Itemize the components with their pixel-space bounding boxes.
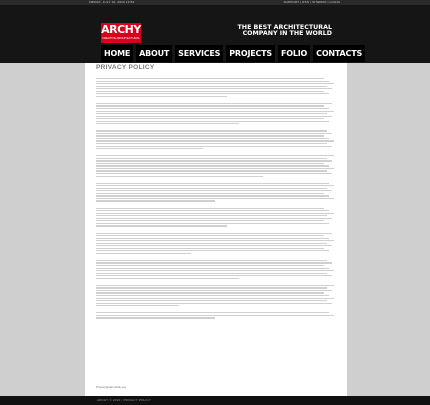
text-line (96, 305, 179, 306)
text-line (96, 225, 227, 226)
text-line (96, 123, 239, 124)
text-line (96, 235, 324, 236)
top-bar-links[interactable]: SUPPORT | RSS | SITEMAP | LOGIN (283, 0, 340, 4)
slogan-line-1: THE BEST ARCHITECTURAL (237, 24, 332, 31)
slogan-line-2: COMPANY IN THE WORLD (242, 30, 332, 38)
nav-contacts[interactable]: CONTACTS (313, 45, 365, 62)
text-line (96, 223, 329, 224)
text-line (96, 158, 327, 159)
nav-home[interactable]: HOME (101, 45, 133, 62)
text-line (96, 188, 327, 189)
text-line (96, 170, 327, 171)
policy-paragraph (96, 78, 334, 97)
text-line (96, 208, 324, 209)
footer-copyright: ARCHY © 2010 | PRIVACY POLICY (97, 398, 151, 402)
text-line (96, 287, 327, 288)
text-line (96, 250, 329, 251)
text-line (96, 210, 329, 211)
text-line (96, 268, 329, 269)
text-line (96, 215, 327, 216)
text-line (96, 292, 324, 293)
text-line (96, 118, 324, 119)
text-line (96, 168, 334, 169)
text-line (96, 198, 334, 199)
header-slogan (238, 25, 333, 38)
text-line (96, 83, 334, 84)
text-line (96, 312, 329, 313)
text-line (96, 303, 332, 304)
text-line (96, 240, 334, 241)
text-line (96, 135, 324, 136)
text-line (96, 105, 324, 106)
text-line (96, 185, 334, 186)
text-line (96, 290, 332, 291)
text-line (96, 243, 327, 244)
nav-about[interactable]: ABOUT (136, 45, 172, 62)
text-line (96, 273, 327, 274)
text-line (96, 183, 329, 184)
policy-paragraph (96, 312, 334, 318)
policy-paragraph (96, 103, 334, 124)
text-line (96, 248, 324, 249)
text-line (96, 148, 203, 149)
text-line (96, 88, 332, 89)
text-line (96, 195, 329, 196)
text-line (96, 275, 332, 276)
nav-services[interactable]: SERVICES (175, 45, 223, 62)
text-line (96, 213, 334, 214)
policy-text (96, 78, 334, 319)
nav-folio[interactable]: FOLIO (278, 45, 310, 62)
text-line (96, 245, 332, 246)
main-content (96, 64, 334, 320)
logo[interactable] (101, 23, 141, 43)
text-line (96, 260, 327, 261)
policy-paragraph (96, 233, 334, 254)
text-line (96, 176, 263, 177)
text-line (96, 96, 227, 97)
text-line (96, 78, 324, 79)
contact-email[interactable]: Privacy@demolink.org (96, 385, 127, 389)
text-line (96, 300, 327, 301)
main-nav (101, 45, 365, 62)
text-line (96, 93, 329, 94)
text-line (96, 146, 332, 147)
nav-projects[interactable]: PROJECTS (226, 45, 275, 62)
text-line (96, 111, 334, 112)
text-line (96, 193, 324, 194)
text-line (96, 108, 329, 109)
text-line (96, 138, 329, 139)
text-line (96, 143, 327, 144)
policy-paragraph (96, 285, 334, 306)
text-line (96, 173, 332, 174)
text-line (96, 233, 332, 234)
policy-paragraph (96, 183, 334, 202)
text-line (96, 315, 334, 316)
text-line (96, 160, 332, 161)
text-line (96, 265, 324, 266)
text-line (96, 103, 332, 104)
text-line (96, 81, 329, 82)
text-line (96, 190, 332, 191)
text-line (96, 220, 324, 221)
top-bar-date: FRIDAY, JULY 16, 2010 19:53 (89, 0, 135, 4)
text-line (96, 278, 239, 279)
text-line (96, 121, 329, 122)
text-line (96, 270, 334, 271)
text-line (96, 130, 327, 131)
text-line (96, 285, 334, 286)
text-line (96, 165, 329, 166)
logo-tagline: CREATIVE ARCHITECTURAL (102, 36, 140, 40)
page-title: PRIVACY POLICY (96, 64, 155, 71)
text-line (96, 116, 332, 117)
text-line (96, 295, 329, 296)
text-line (96, 86, 327, 87)
text-line (96, 238, 329, 239)
policy-paragraph (96, 155, 334, 176)
site-header (0, 5, 430, 63)
text-line (96, 200, 215, 201)
site-footer (0, 396, 430, 405)
logo-name: ARCHY (101, 23, 141, 36)
text-line (96, 133, 332, 134)
text-line (96, 218, 332, 219)
text-line (96, 91, 324, 92)
policy-paragraph (96, 260, 334, 279)
policy-paragraph (96, 130, 334, 149)
text-line (96, 262, 332, 263)
text-line (96, 163, 324, 164)
text-line (96, 298, 334, 299)
text-line (96, 253, 191, 254)
text-line (96, 317, 215, 318)
text-line (96, 155, 334, 156)
policy-paragraph (96, 208, 334, 227)
text-line (96, 140, 334, 141)
text-line (96, 113, 327, 114)
